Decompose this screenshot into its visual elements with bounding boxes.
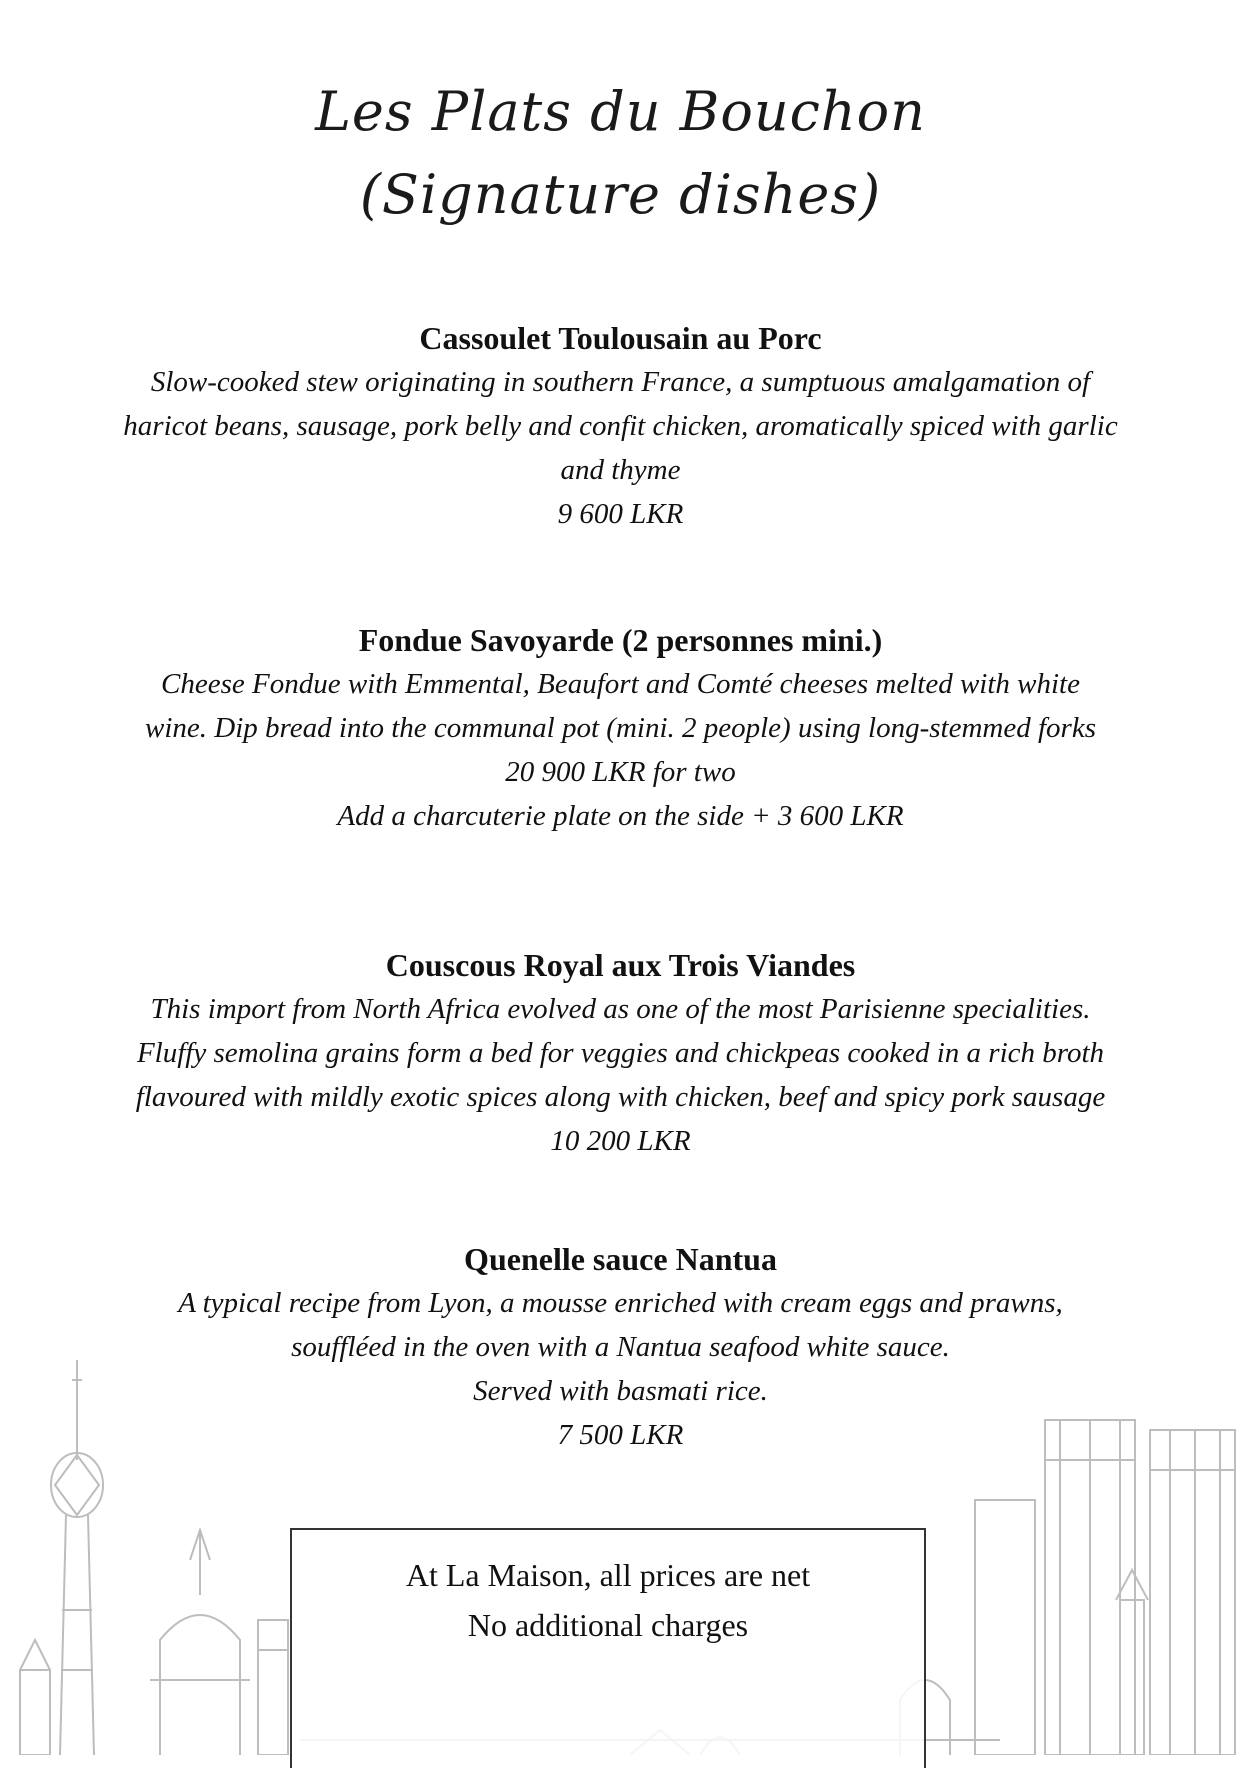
- menu-item: [100, 618, 1141, 838]
- dish-description: souffléed in the oven with a Nantua seafood white sauce.: [291, 1331, 950, 1363]
- dish-description: haricot beans, sausage, pork belly and confit chicken, aromatically spiced with garlic: [123, 410, 1118, 442]
- menu-subtitle: (Signature dishes): [359, 163, 882, 226]
- dish-description: and thyme: [560, 454, 681, 486]
- dish-description: flavoured with mildly exotic spices along with chicken, beef and spicy pork sausage: [135, 1081, 1106, 1113]
- menu-item: [100, 943, 1141, 1163]
- price-notice-box: [290, 1528, 926, 1768]
- dish-description: Served with basmati rice.: [473, 1375, 768, 1407]
- dish-name: Couscous Royal aux Trois Viandes: [385, 947, 856, 983]
- dish-name: Quenelle sauce Nantua: [464, 1241, 777, 1277]
- dish-price: 10 200 LKR: [550, 1125, 691, 1157]
- menu-item: [100, 1237, 1141, 1457]
- dish-addon: Add a charcuterie plate on the side + 3 600 LKR: [337, 800, 904, 832]
- dish-name: Cassoulet Toulousain au Porc: [419, 320, 822, 356]
- dish-description: Fluffy semolina grains form a bed for veggies and chickpeas cooked in a rich broth: [136, 1037, 1105, 1069]
- dish-price: 20 900 LKR for two: [505, 756, 736, 788]
- menu-title: Les Plats du Bouchon: [315, 80, 926, 143]
- dish-description: Slow-cooked stew originating in southern France, a sumptuous amalgamation of: [150, 366, 1091, 398]
- dish-name: Fondue Savoyarde (2 personnes mini.): [358, 622, 883, 658]
- dish-description: A typical recipe from Lyon, a mousse enriched with cream eggs and prawns,: [178, 1287, 1063, 1319]
- notice-line: At La Maison, all prices are net: [405, 1557, 811, 1593]
- dish-description: Cheese Fondue with Emmental, Beaufort and Comté cheeses melted with white: [161, 668, 1080, 700]
- dish-price: 7 500 LKR: [557, 1419, 684, 1451]
- notice-line: No additional charges: [467, 1607, 749, 1643]
- dish-description: wine. Dip bread into the communal pot (mini. 2 people) using long-stemmed forks: [145, 712, 1096, 744]
- dish-price: 9 600 LKR: [557, 498, 684, 530]
- dish-description: This import from North Africa evolved as one of the most Parisienne specialities.: [150, 993, 1091, 1025]
- menu-item: [100, 316, 1141, 536]
